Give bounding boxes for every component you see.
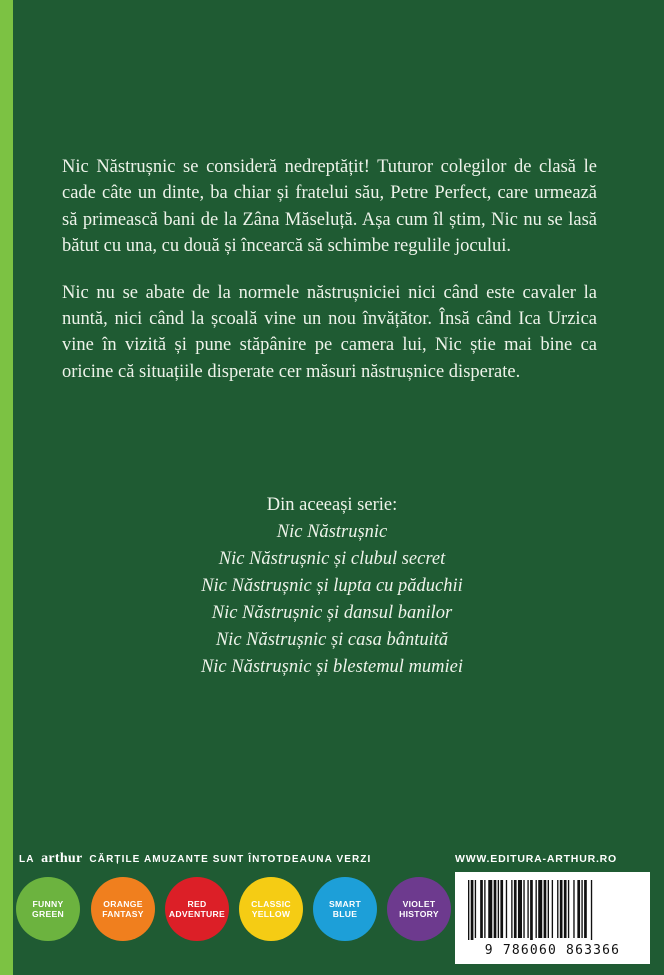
isbn-barcode: [455, 872, 650, 964]
barcode-bar: [557, 880, 558, 938]
barcode-bar: [494, 880, 497, 938]
barcode-bar: [518, 880, 522, 938]
barcode-bar: [544, 880, 547, 938]
series-list: [40, 492, 624, 681]
barcode-bar: [584, 880, 587, 938]
collection-badge-classic-yellow: [239, 877, 303, 941]
blurb-paragraph-2: Nic nu se abate de la normele năstrușniciei nici când este cavaler la nuntă, nici când la școală vine un nou învățător. Însă când Ica Urzica vine în vizită și pune stăpânire pe camera lui, Nic știe mai bine ca oricine că situațiile disperate cer măsuri năstrușnice disperate.: [62, 282, 597, 382]
publisher-tagline: [19, 851, 371, 867]
collection-badge-smart-blue: [313, 877, 377, 941]
barcode-bar: [498, 880, 499, 938]
barcode-bar: [530, 880, 533, 940]
collection-line1: CLASSIC: [251, 899, 291, 909]
barcode-bar: [506, 880, 507, 938]
series-book: Nic Năstrușnic și dansul banilor: [211, 603, 453, 623]
barcode-bar: [468, 880, 469, 940]
barcode-bar: [471, 880, 474, 940]
series-book: Nic Năstrușnic și casa bântuită: [215, 630, 449, 650]
blurb-paragraph-1: Nic Năstrușnic se consideră nedreptățit! Tuturor colegilor de clasă le cade câte un dinte, ba chiar și fratelui său, Petre Perfect, care urmează să primească bani de la Zâna Măseluță. Așa cum îl știm, Nic nu se lasă bătut cu una, cu două și încearcă să schimbe regulile jocului.: [62, 157, 597, 257]
tagline-suffix: CĂRȚILE AMUZANTE SUNT ÎNTOTDEAUNA VERZI: [89, 854, 372, 865]
isbn-number: 9 786060 863366: [484, 943, 621, 958]
collection-circles: [16, 877, 456, 957]
spine-stripe: [0, 0, 13, 975]
publisher-website: WWW.EDITURA-ARTHUR.RO: [455, 853, 618, 865]
collection-line2: YELLOW: [251, 909, 291, 919]
collection-line2: BLUE: [332, 909, 358, 919]
barcode-bars: [468, 880, 637, 940]
barcode-bar: [538, 880, 542, 938]
barcode-bar: [480, 880, 483, 938]
barcode-bar: [536, 880, 537, 938]
series-heading: Din aceeași serie:: [266, 495, 398, 515]
collection-line1: ORANGE: [103, 899, 143, 909]
collection-line2: HISTORY: [399, 909, 439, 919]
collection-badge-orange-fantasy: [91, 877, 155, 941]
barcode-bar: [564, 880, 567, 938]
collection-badge-red-adventure: [165, 877, 229, 941]
barcode-bar: [523, 880, 524, 938]
barcode-bar: [514, 880, 517, 938]
barcode-bar: [548, 880, 549, 938]
barcode-bar: [488, 880, 492, 938]
series-book: Nic Năstrușnic și clubul secret: [218, 549, 446, 569]
barcode-bar: [475, 880, 476, 938]
series-book: Nic Năstrușnic și lupta cu păduchii: [201, 576, 463, 596]
collection-line1: FUNNY: [32, 899, 64, 909]
collection-line1: RED: [187, 899, 207, 909]
collection-line1: SMART: [328, 899, 362, 909]
barcode-bar: [560, 880, 563, 938]
series-book: Nic Năstrușnic: [276, 522, 388, 542]
collection-line2: FANTASY: [102, 909, 144, 919]
barcode-bar: [527, 880, 528, 938]
barcode-bar: [581, 880, 582, 938]
barcode-bar: [577, 880, 580, 938]
barcode-bar: [511, 880, 512, 938]
barcode-bar: [568, 880, 569, 938]
barcode-bar: [552, 880, 553, 938]
series-book: Nic Năstrușnic și blestemul mumiei: [200, 657, 464, 677]
barcode-bar: [591, 880, 592, 940]
collection-line2: GREEN: [31, 909, 65, 919]
collection-line2: ADVENTURE: [168, 909, 226, 919]
collection-line1: VIOLET: [402, 899, 436, 909]
barcode-bar: [500, 880, 503, 938]
collection-badge-funny-green: [16, 877, 80, 941]
back-cover-blurb: [62, 154, 597, 405]
collection-badge-violet-history: [387, 877, 451, 941]
barcode-bar: [484, 880, 485, 938]
arthur-logo: arthur: [41, 851, 83, 866]
barcode-bar: [573, 880, 574, 938]
tagline-prefix: LA: [19, 854, 35, 865]
